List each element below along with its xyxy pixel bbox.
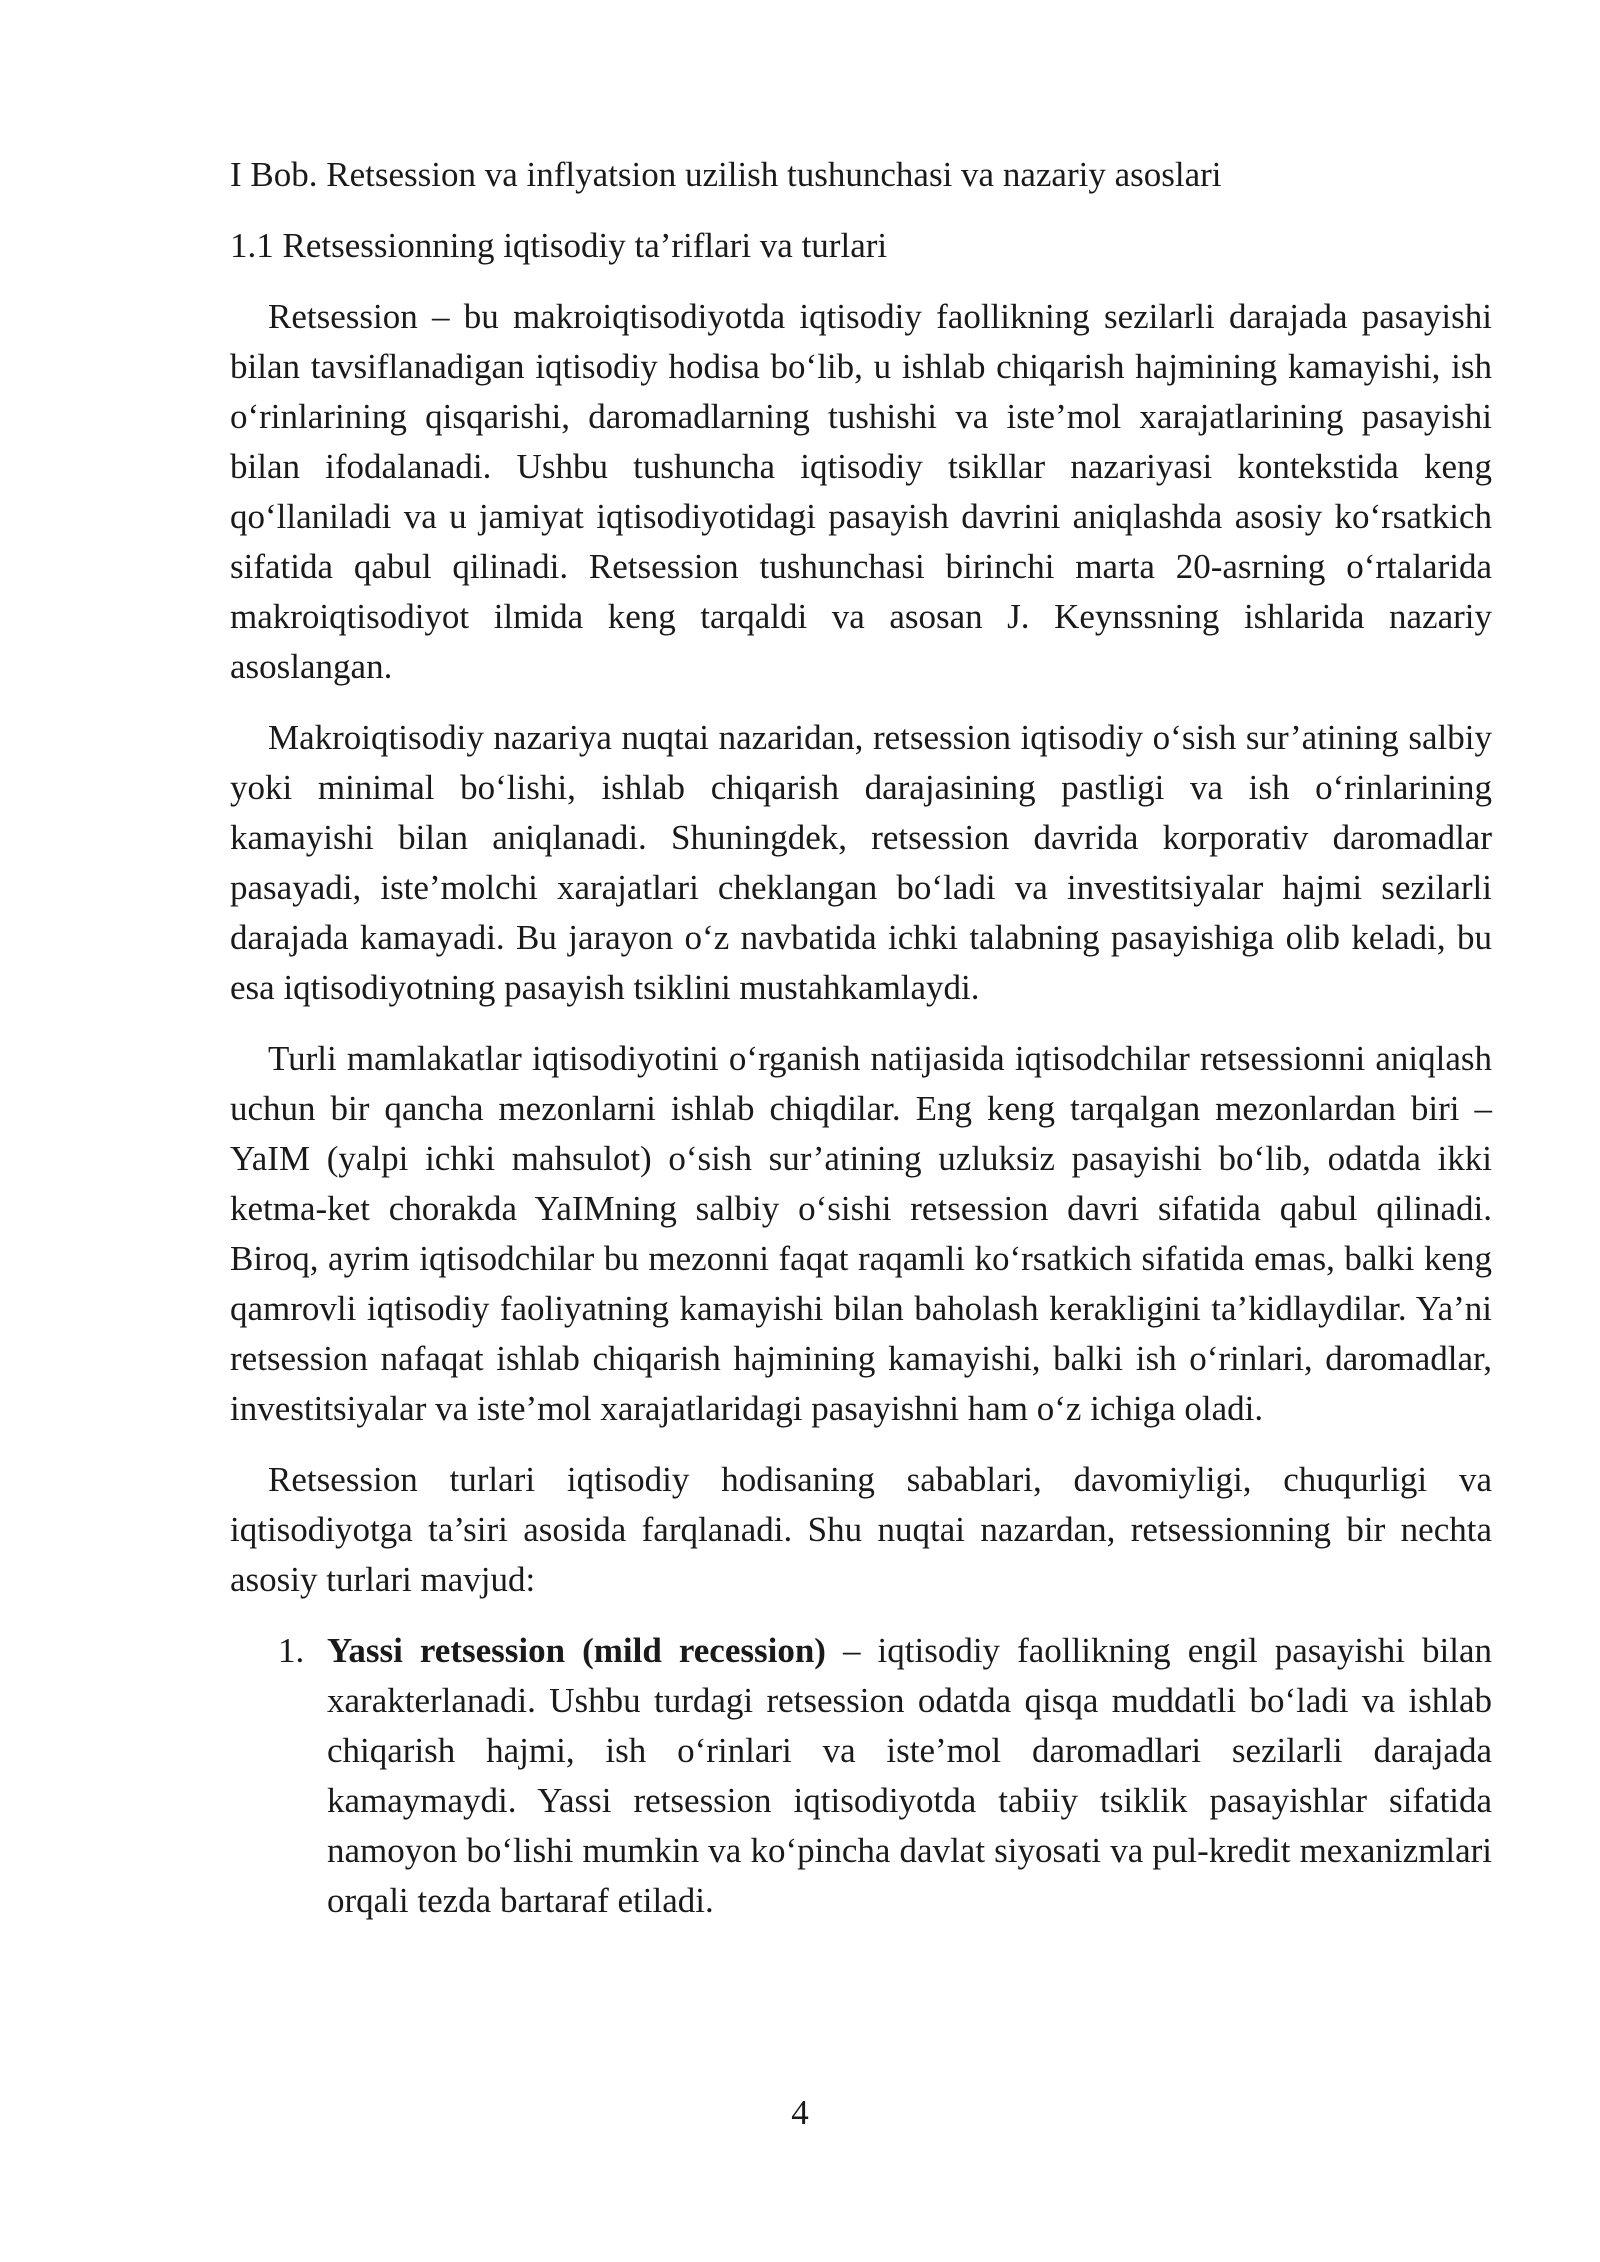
list-item (230, 1626, 1492, 1926)
section-title: 1.1 Retsessionning iqtisodiy ta’riflari va turlari (230, 226, 888, 265)
list-item-term: Yassi retsession (mild recession) (327, 1631, 826, 1670)
paragraph-3: Turli mamlakatlar iqtisodiyotini o‘rganish natijasida iqtisodchilar retsessionni aniqlash uchun bir qancha mezonlarni ishlab chiqdilar. Eng keng tarqalgan mezonlardan biri – YaIM (yalpi ichki mahsulot) o‘sish sur’atining uzluksiz pasayishi bo‘lib, odatda ikki ketma-ket chorakda YaIMning salbiy o‘sishi retsession davri sifatida qabul qilinadi. Biroq, ayrim iqtisodchilar bu mezonni faqat raqamli ko‘rsatkich sifatida emas, balki keng qamrovli iqtisodiy faoliyatning kamayishi bilan baholash kerakligini ta’kidlaydilar. Ya’ni retsession nafaqat ishlab chiqarish hajmining kamayishi, balki ish o‘rinlari, daromadlar, investitsiyalar va iste’mol xarajatlaridagi pasayishni ham o‘z ichiga oladi. (230, 1039, 1492, 1428)
chapter-title: I Bob. Retsession va inflyatsion uzilish tushunchasi va nazariy asoslari (230, 155, 1222, 194)
paragraph-2: Makroiqtisodiy nazariya nuqtai nazaridan, retsession iqtisodiy o‘sish sur’atining salbiy yoki minimal bo‘lishi, ishlab chiqarish darajasining pastligi va ish o‘rinlarining kamayishi bilan aniqlanadi. Shuningdek, retsession davrida korporativ daromadlar pasayadi, iste’molchi xarajatlari cheklangan bo‘ladi va investitsiyalar hajmi sezilarli darajada kamayadi. Bu jarayon o‘z navbatida ichki talabning pasayishiga olib keladi, bu esa iqtisodiyotning pasayish tsiklini mustahkamlaydi. (230, 718, 1492, 1007)
document-page (230, 150, 1492, 1926)
list-item-text: – iqtisodiy faollikning engil pasayishi bilan xarakterlanadi. Ushbu turdagi retsession odatda qisqa muddatli bo‘ladi va ishlab chiqarish hajmi, ish o‘rinlari va iste’mol daromadlari sezilarli darajada kamaymaydi. Yassi retsession iqtisodiyotda tabiiy tsiklik pasayishlar sifatida namoyon bo‘lishi mumkin va ko‘pincha davlat siyosati va pul-kredit mexanizmlari orqali tezda bartaraf etiladi. (327, 1631, 1493, 1920)
paragraph-1: Retsession – bu makroiqtisodiyotda iqtisodiy faollikning sezilarli darajada pasayishi bilan tavsiflanadigan iqtisodiy hodisa bo‘lib, u ishlab chiqarish hajmining kamayishi, ish o‘rinlarining qisqarishi, daromadlarning tushishi va iste’mol xarajatlarining pasayishi bilan ifodalanadi. Ushbu tushuncha iqtisodiy tsikllar nazariyasi kontekstida keng qo‘llaniladi va u jamiyat iqtisodiyotidagi pasayish davrini aniqlashda asosiy ko‘rsatkich sifatida qabul qilinadi. Retsession tushunchasi birinchi marta 20-asrning o‘rtalarida makroiqtisodiyot ilmida keng tarqaldi va asosan J. Keynssning ishlarida nazariy asoslangan. (230, 297, 1492, 686)
page-number: 4 (791, 2093, 809, 2132)
recession-types-list (230, 1626, 1492, 1926)
paragraph-4: Retsession turlari iqtisodiy hodisaning sabablari, davomiyligi, chuqurligi va iqtisodiyotga ta’siri asosida farqlanadi. Shu nuqtai nazardan, retsessionning bir nechta asosiy turlari mavjud: (230, 1460, 1492, 1599)
list-item-number: 1. (278, 1631, 305, 1670)
